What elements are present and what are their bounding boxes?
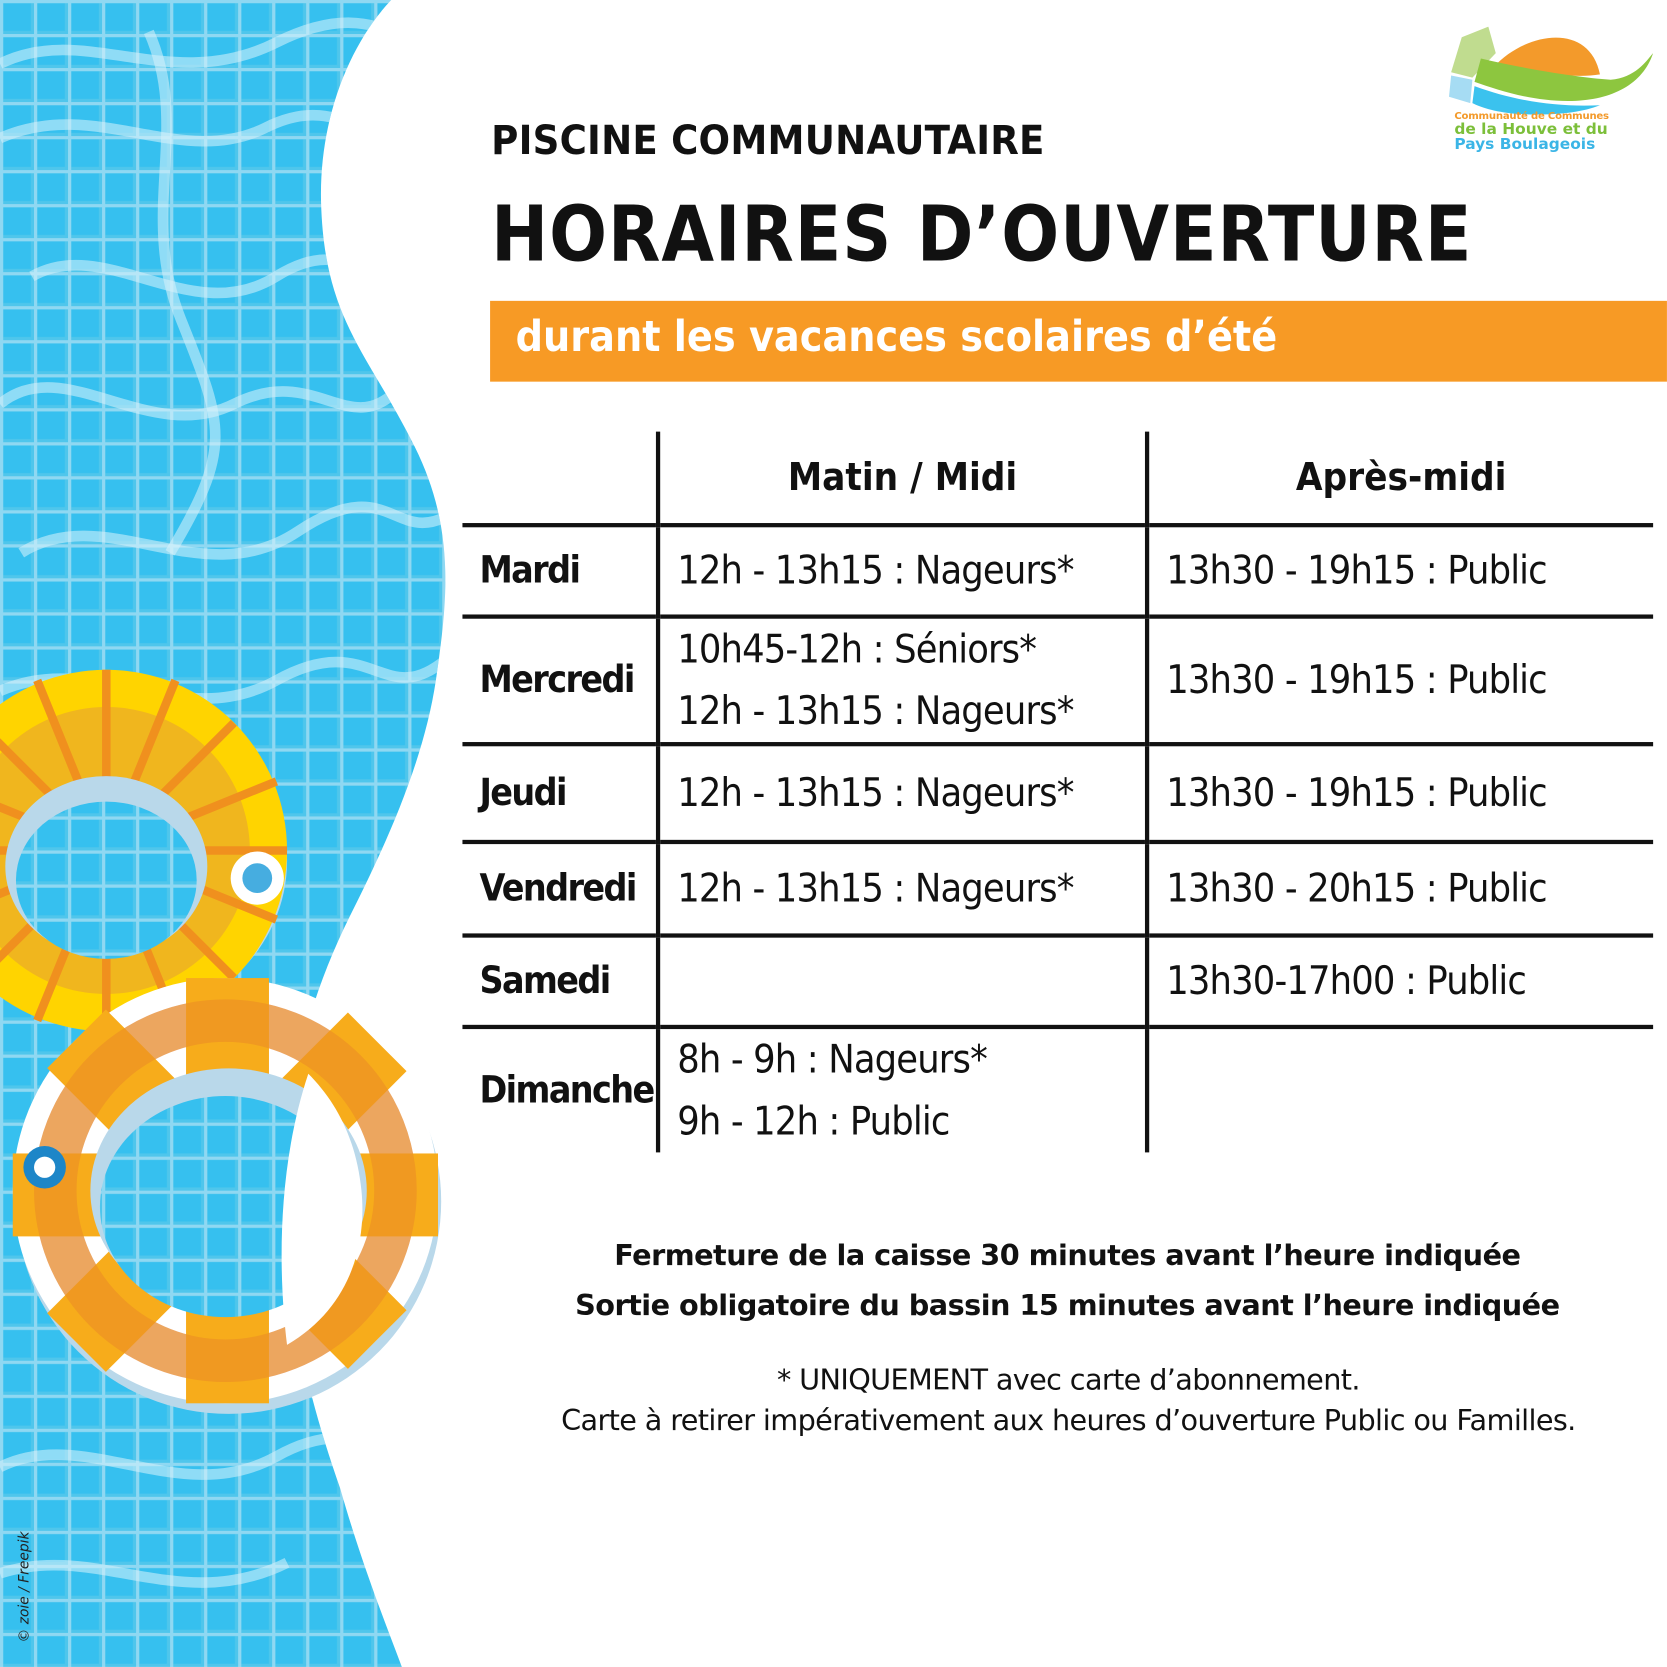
day-label: Dimanche [462, 1027, 658, 1152]
pool-illustration [0, 0, 468, 1667]
table-row [462, 525, 1653, 616]
day-label: Vendredi [462, 842, 658, 936]
afternoon-cell [1147, 1027, 1653, 1152]
schedule-table [462, 432, 1653, 1153]
time-slot: 12h - 13h15 : Nageurs* [677, 687, 1074, 734]
afternoon-cell [1147, 525, 1653, 616]
logo-line-3: Pays Boulageois [1454, 136, 1596, 154]
morning-cell [658, 525, 1147, 616]
morning-cell [658, 842, 1147, 936]
time-slot: 12h - 13h15 : Nageurs* [677, 547, 1074, 594]
time-slot: 12h - 13h15 : Nageurs* [677, 865, 1074, 912]
time-slot: 10h45-12h : Séniors* [677, 626, 1037, 672]
time-slot: 13h30 - 19h15 : Public [1166, 656, 1547, 703]
footnote-line-2: Carte à retirer impérativement aux heures d’ouverture Public ou Familles. [561, 1404, 1576, 1438]
time-slot: 13h30 - 20h15 : Public [1166, 865, 1547, 912]
morning-cell [658, 1027, 1147, 1152]
header-cell-empty [462, 432, 658, 526]
time-slot: 13h30 - 19h15 : Public [1166, 547, 1547, 594]
rules-notes [468, 1231, 1667, 1331]
logo-text [1454, 112, 1645, 153]
time-slot: 8h - 9h : Nageurs* [677, 1036, 987, 1083]
afternoon-cell [1147, 936, 1653, 1027]
logo-line-2: de la Houve et du [1454, 120, 1608, 138]
table-header-row [462, 432, 1653, 526]
lifebuoy-ring [13, 978, 441, 1414]
page-title: HORAIRES D’OUVERTURE [491, 189, 1473, 279]
time-slot: 13h30-17h00 : Public [1166, 957, 1527, 1004]
footnote-line-1: * UNIQUEMENT avec carte d’abonnement. [776, 1363, 1360, 1397]
table-row [462, 617, 1653, 745]
header-afternoon: Après-midi [1295, 455, 1507, 500]
morning-cell [658, 617, 1147, 745]
page-subtitle: PISCINE COMMUNAUTAIRE [491, 116, 1045, 164]
note-pool-exit: Sortie obligatoire du bassin 15 minutes avant l’heure indiquée [575, 1289, 1560, 1323]
table-row [462, 842, 1653, 936]
day-label: Mardi [462, 525, 658, 616]
afternoon-cell [1147, 842, 1653, 936]
time-slot: 12h - 13h15 : Nageurs* [677, 769, 1074, 816]
period-banner [490, 301, 1667, 382]
header-morning: Matin / Midi [658, 432, 1147, 526]
period-banner-text: durant les vacances scolaires d’été [515, 312, 1278, 362]
note-cashier-closing: Fermeture de la caisse 30 minutes avant l’heure indiquée [614, 1239, 1521, 1273]
time-slot: 13h30 - 19h15 : Public [1166, 769, 1547, 816]
logo-line-1: Communauté de Communes [1454, 110, 1609, 123]
morning-cell [658, 744, 1147, 842]
table-row [462, 1027, 1653, 1152]
afternoon-cell [1147, 744, 1653, 842]
day-label: Jeudi [462, 744, 658, 842]
time-slot: 9h - 12h : Public [677, 1098, 950, 1144]
table-row [462, 936, 1653, 1027]
image-credit: © zoie / Freepik [17, 1531, 33, 1643]
morning-cell [658, 936, 1147, 1027]
footnote [468, 1361, 1667, 1442]
table-row [462, 744, 1653, 842]
afternoon-cell [1147, 617, 1653, 745]
day-label: Samedi [462, 936, 658, 1027]
day-label: Mercredi [462, 617, 658, 745]
